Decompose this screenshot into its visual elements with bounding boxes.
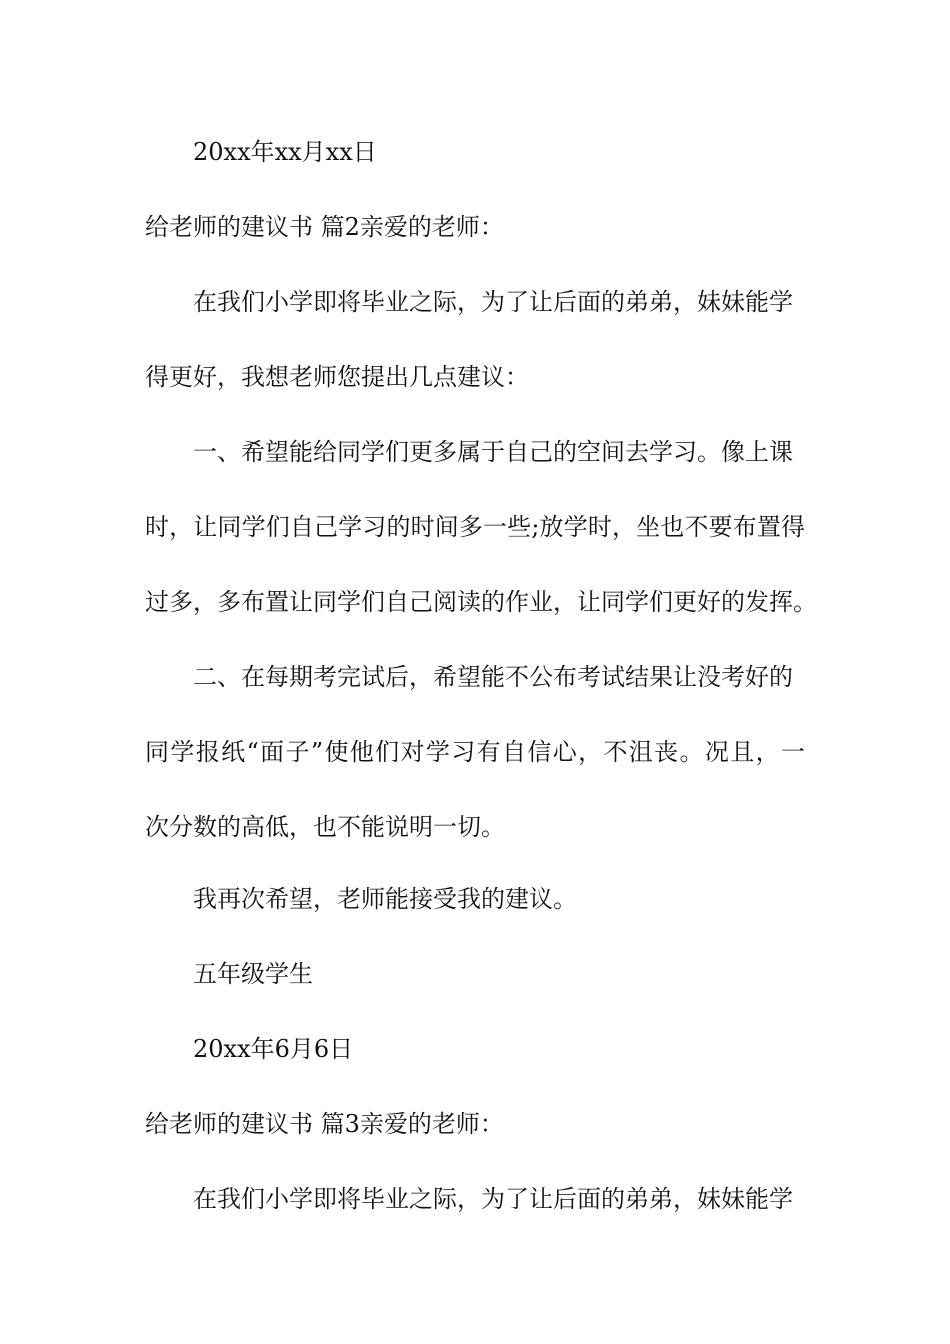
paragraph-line: 次分数的高低，也不能说明一切。 (145, 813, 505, 841)
paragraph-line: 在我们小学即将毕业之际，为了让后面的弟弟，妹妹能学 (193, 1185, 793, 1213)
paragraph-line: 一、希望能给同学们更多属于自己的空间去学习。像上课 (193, 438, 793, 466)
paragraph-line: 得更好，我想老师您提出几点建议： (145, 363, 529, 391)
paragraph-line: 二、在每期考完试后，希望能不公布考试结果让没考好的 (193, 663, 793, 691)
signature-line: 五年级学生 (193, 960, 313, 988)
paragraph-line: 时，让同学们自己学习的时间多一些;放学时，坐也不要布置得 (145, 513, 805, 541)
letter-heading: 给老师的建议书 篇3亲爱的老师： (145, 1110, 504, 1138)
date-line: 20xx年xx月xx日 (193, 138, 377, 166)
letter-heading: 给老师的建议书 篇2亲爱的老师： (145, 213, 504, 241)
paragraph-line: 过多，多布置让同学们自己阅读的作业，让同学们更好的发挥。 (145, 588, 817, 616)
paragraph-line: 同学报纸“面子”使他们对学习有自信心，不沮丧。况且，一 (145, 738, 805, 766)
date-line: 20xx年6月6日 (193, 1035, 354, 1063)
paragraph-line: 我再次希望，老师能接受我的建议。 (193, 885, 577, 913)
paragraph-line: 在我们小学即将毕业之际，为了让后面的弟弟，妹妹能学 (193, 288, 793, 316)
